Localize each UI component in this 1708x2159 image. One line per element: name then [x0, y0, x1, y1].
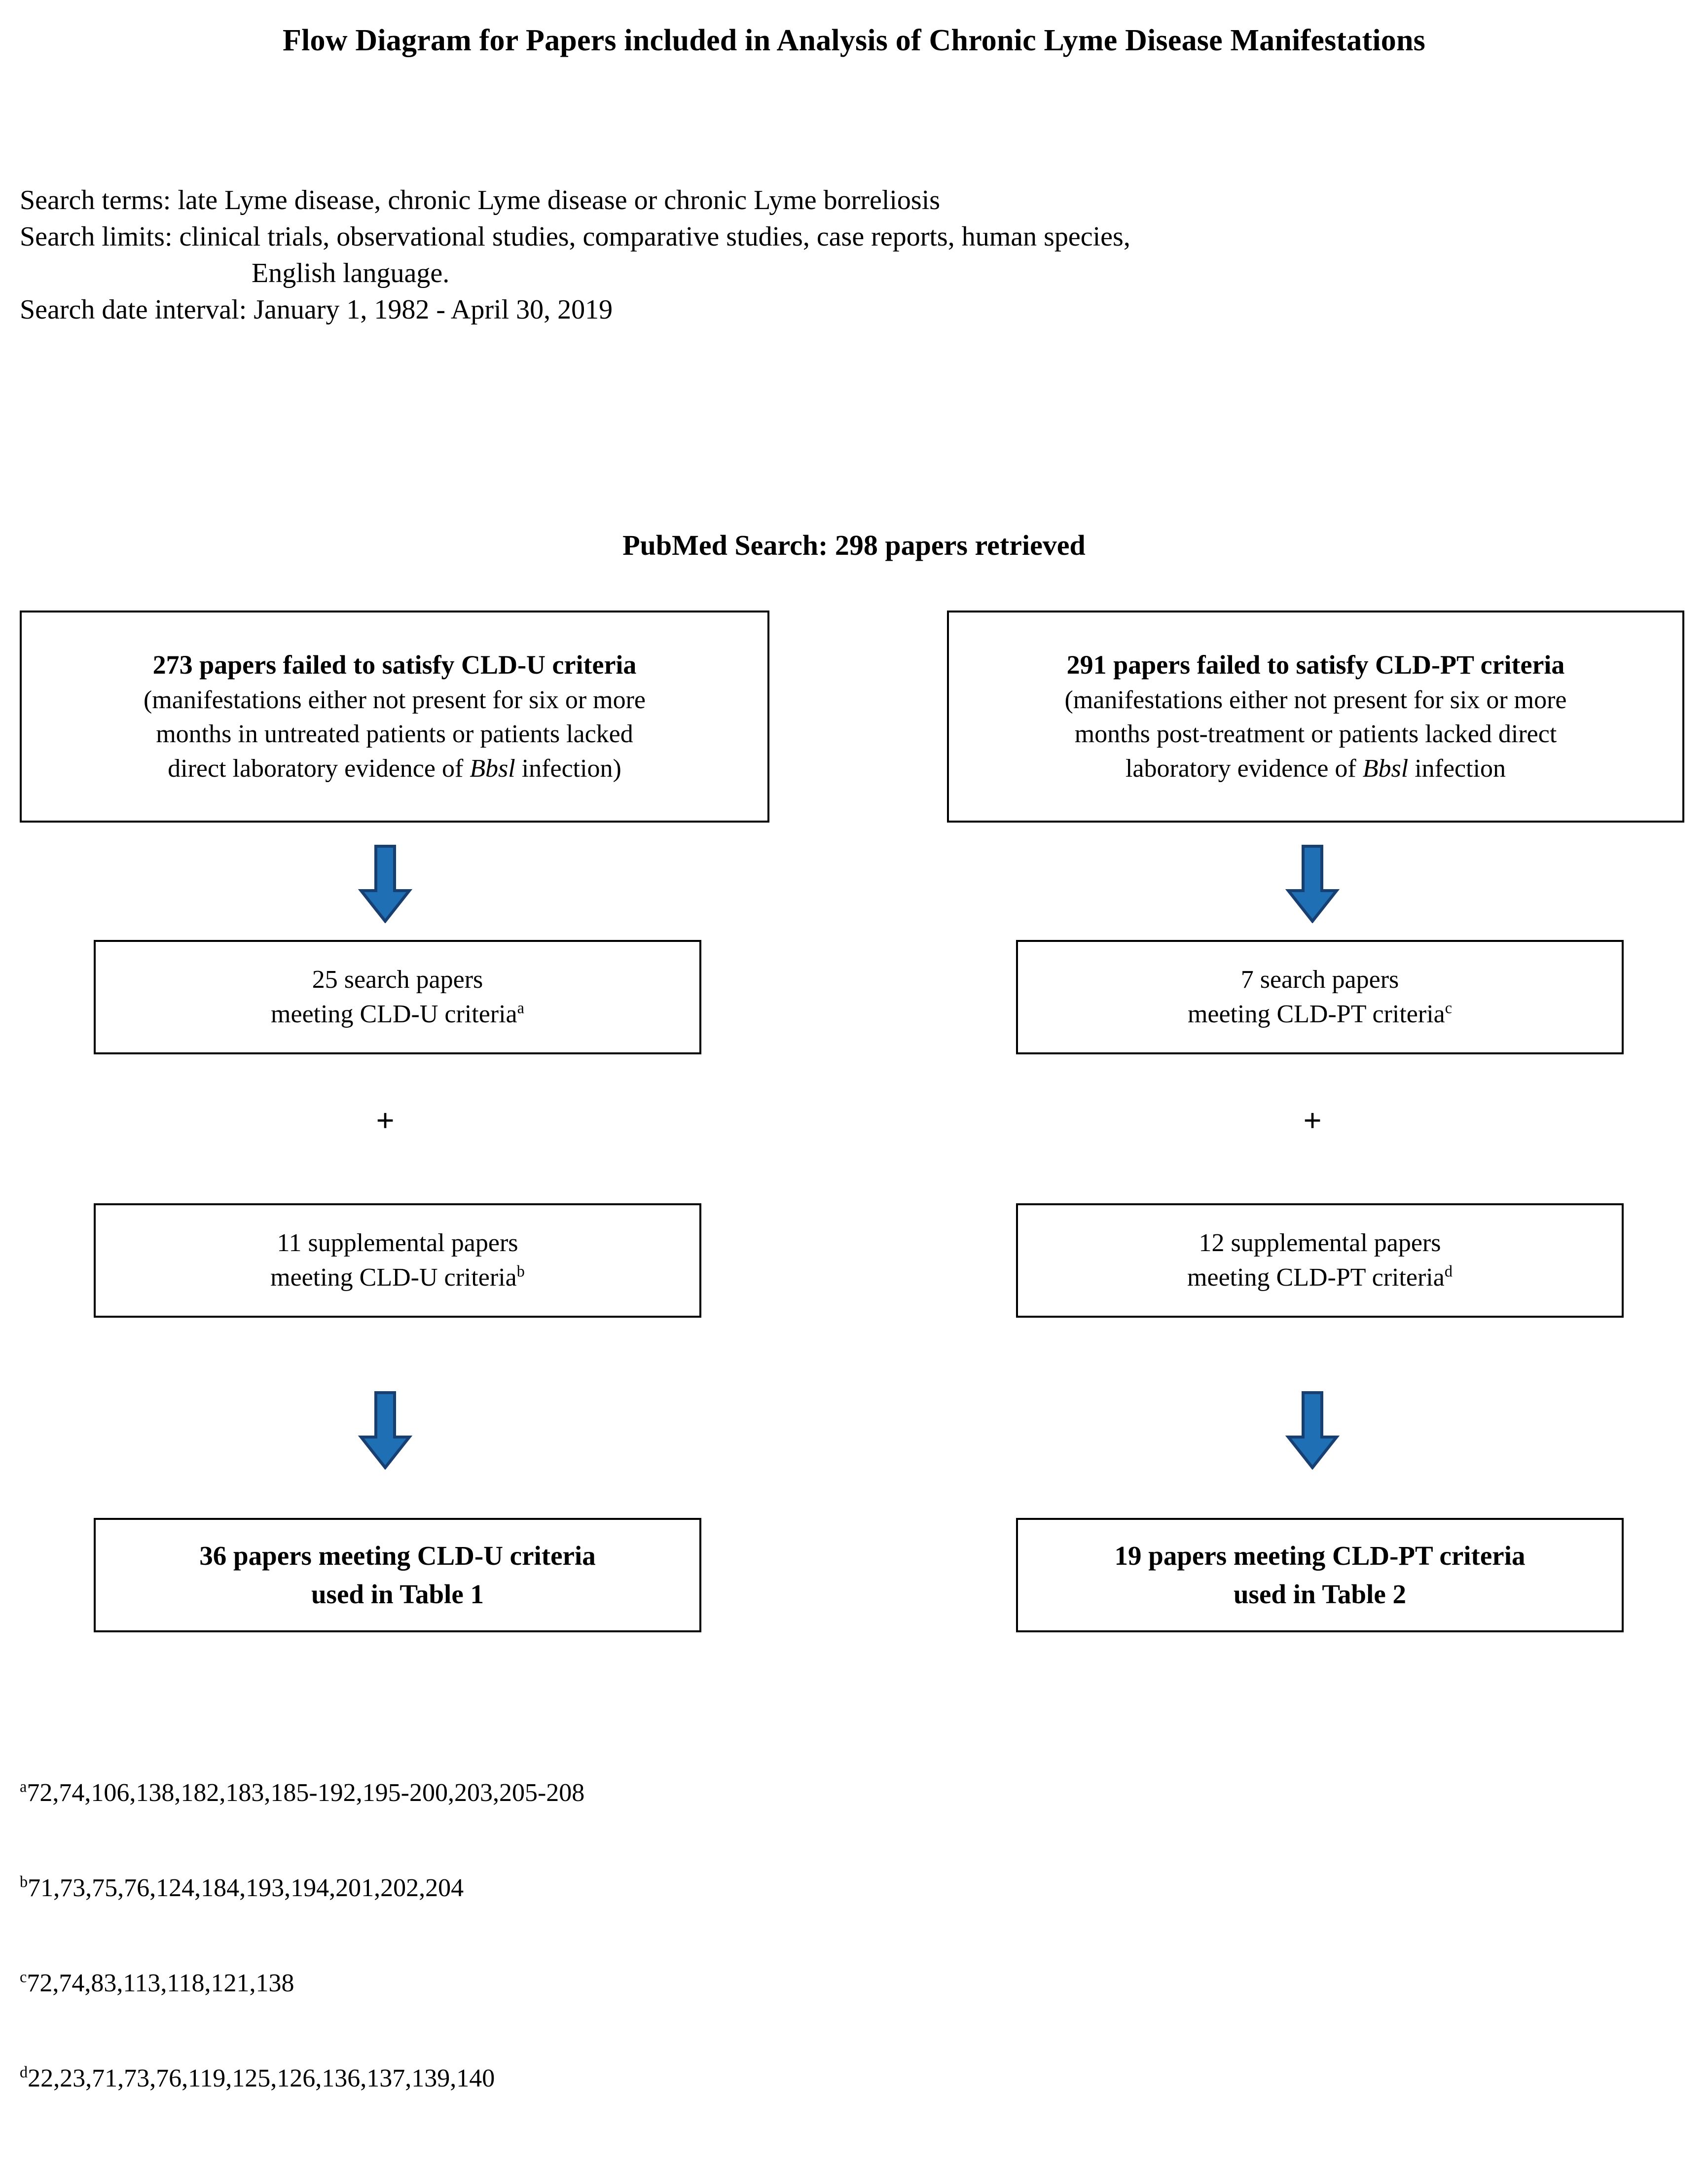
- pubmed-search-headline: PubMed Search: 298 papers retrieved: [622, 529, 1086, 561]
- plus-sign-left: +: [376, 1103, 395, 1139]
- box-supplemental-papers-cld-pt-footnote-marker: d: [1444, 1262, 1453, 1280]
- box-supplemental-papers-cld-u: [94, 1203, 701, 1318]
- box-supplemental-papers-cld-u-line-2-text: meeting CLD-U criteria: [270, 1263, 517, 1292]
- box-failed-cld-u-detail-3-species: Bbsl: [470, 755, 515, 783]
- box-failed-cld-pt-detail-1: (manifestations either not present for six or more: [1064, 685, 1567, 714]
- box-failed-cld-pt-detail-3-pre: laboratory evidence of: [1125, 755, 1363, 783]
- box-search-papers-cld-pt: [1016, 940, 1624, 1054]
- box-final-papers-cld-u-line-1: 36 papers meeting CLD-U criteria: [199, 1540, 596, 1571]
- page-title: Flow Diagram for Papers included in Analysis of Chronic Lyme Disease Manifestations: [283, 24, 1425, 57]
- footnote-a-text: 72,74,106,138,182,183,185-192,195-200,203,205-208: [27, 1779, 585, 1807]
- search-date-interval-line: Search date interval: January 1, 1982 - April 30, 2019: [20, 294, 613, 325]
- box-search-papers-cld-pt-line-1: 7 search papers: [1240, 966, 1399, 994]
- box-failed-cld-pt: [947, 611, 1684, 823]
- box-failed-cld-u-detail-1: (manifestations either not present for six or more: [143, 685, 646, 714]
- footnote-b-text: 71,73,75,76,124,184,193,194,201,202,204: [28, 1874, 464, 1902]
- box-failed-cld-u-detail-3-pre: direct laboratory evidence of: [168, 755, 470, 783]
- box-failed-cld-pt-detail-3-species: Bbsl: [1362, 755, 1409, 783]
- box-failed-cld-u: [20, 611, 769, 823]
- box-search-papers-cld-u-line-2-text: meeting CLD-U criteria: [271, 1000, 517, 1028]
- search-terms-line: Search terms: late Lyme disease, chronic Lyme disease or chronic Lyme borreliosis: [20, 185, 941, 216]
- box-final-papers-cld-u: [94, 1518, 701, 1632]
- footnote-c-marker: c: [20, 1968, 27, 1986]
- box-search-papers-cld-pt-line-2: [1188, 997, 1452, 1032]
- footnote-c-text: 72,74,83,113,118,121,138: [27, 1969, 294, 1997]
- search-limits-line: Search limits: clinical trials, observational studies, comparative studies, case reports, human species,: [20, 221, 1130, 252]
- footnote-a-marker: a: [20, 1777, 27, 1796]
- footnote-d-marker: d: [20, 2063, 28, 2081]
- box-failed-cld-u-headline: 273 papers failed to satisfy CLD-U criteria: [152, 650, 637, 680]
- box-final-papers-cld-pt: [1016, 1518, 1624, 1632]
- footnote-d: [20, 2064, 1687, 2093]
- down-arrow-icon: [358, 844, 412, 923]
- box-supplemental-papers-cld-pt-line-2: [1187, 1260, 1453, 1295]
- box-failed-cld-pt-detail-3-post: infection: [1408, 755, 1506, 783]
- box-search-papers-cld-pt-footnote-marker: c: [1445, 999, 1453, 1017]
- box-search-papers-cld-u-footnote-marker: a: [517, 999, 524, 1017]
- footnote-b: [20, 1873, 1687, 1903]
- footnote-d-text: 22,23,71,73,76,119,125,126,136,137,139,140: [28, 2064, 495, 2092]
- box-failed-cld-u-detail-2: months in untreated patients or patients lacked: [156, 720, 633, 749]
- box-final-papers-cld-pt-line-1: 19 papers meeting CLD-PT criteria: [1114, 1540, 1526, 1571]
- down-arrow-icon: [1285, 844, 1340, 923]
- down-arrow-icon: [358, 1391, 412, 1470]
- box-search-papers-cld-u: [94, 940, 701, 1054]
- box-supplemental-papers-cld-pt-line-1: 12 supplemental papers: [1199, 1229, 1441, 1258]
- footnote-a: [20, 1778, 1687, 1807]
- box-supplemental-papers-cld-u-footnote-marker: b: [516, 1262, 525, 1280]
- plus-sign-right: +: [1303, 1103, 1322, 1139]
- box-supplemental-papers-cld-u-line-2: [270, 1260, 525, 1295]
- search-limits-continued-line: English language.: [252, 257, 450, 288]
- box-search-papers-cld-u-line-2: [271, 997, 524, 1032]
- box-final-papers-cld-pt-line-2: used in Table 2: [1233, 1579, 1407, 1609]
- footnote-c: [20, 1969, 1687, 1998]
- down-arrow-icon: [1285, 1391, 1340, 1470]
- box-failed-cld-pt-detail-3: [1126, 752, 1506, 786]
- box-failed-cld-u-detail-3-post: infection): [515, 755, 621, 783]
- footnote-b-marker: b: [20, 1872, 28, 1891]
- box-supplemental-papers-cld-pt-line-2-text: meeting CLD-PT criteria: [1187, 1263, 1445, 1292]
- box-supplemental-papers-cld-u-line-1: 11 supplemental papers: [277, 1229, 518, 1258]
- box-search-papers-cld-u-line-1: 25 search papers: [312, 966, 483, 994]
- box-search-papers-cld-pt-line-2-text: meeting CLD-PT criteria: [1187, 1000, 1445, 1028]
- box-final-papers-cld-u-line-2: used in Table 1: [311, 1579, 484, 1609]
- box-failed-cld-pt-headline: 291 papers failed to satisfy CLD-PT criteria: [1066, 650, 1565, 680]
- box-failed-cld-pt-detail-2: months post-treatment or patients lacked direct: [1074, 720, 1557, 749]
- box-supplemental-papers-cld-pt: [1016, 1203, 1624, 1318]
- footnotes-block: [20, 1778, 1687, 2159]
- box-failed-cld-u-detail-3: [168, 752, 621, 786]
